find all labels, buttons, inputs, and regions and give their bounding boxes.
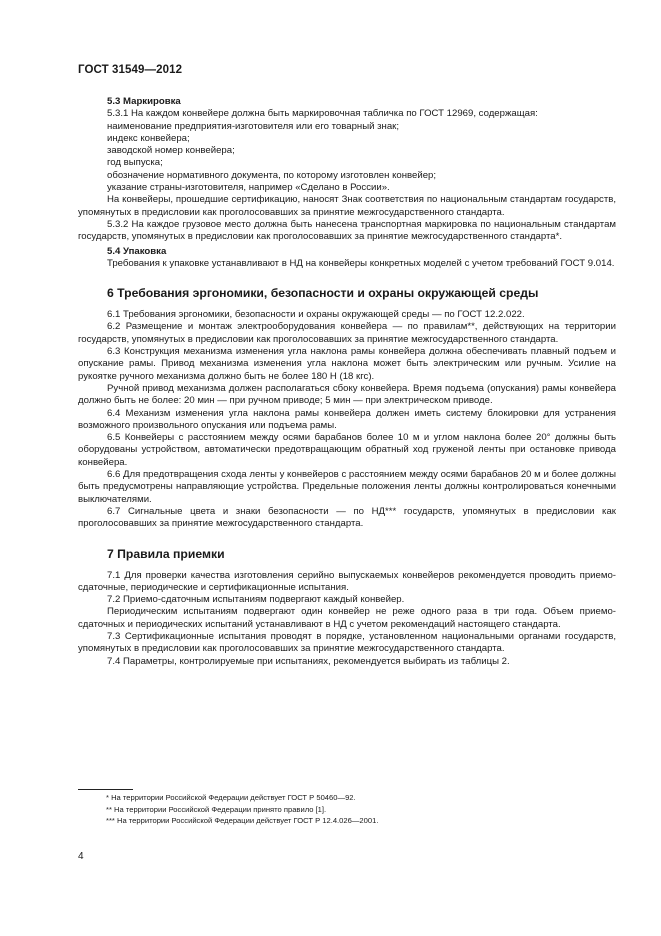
section-6-title: 6 Требования эргономики, безопасности и охраны окружающей среды [107, 286, 539, 301]
para-7-3: 7.3 Сертификационные испытания проводят в порядке, установленном национальными органами государств, упомянутых в предисловии как проголосовавших за принятие межгосударственного стандарта. [78, 630, 616, 655]
para-5-3-1: 5.3.1 На каждом конвейере должна быть маркировочная табличка по ГОСТ 12969, содержащая: [107, 108, 538, 120]
para-6-3: 6.3 Конструкция механизма изменения угла наклона рамы конвейера должна обеспечивать плавный подъем и опускание рамы. Привод механизма изменения угла наклона может быть электрическим или ручным. Усилие на рукоятке ручного механизма должно быть не более 180 Н (18 кгс). [78, 346, 616, 382]
para-6-5: 6.5 Конвейеры с расстоянием между осями барабанов более 10 м и углом наклона более 20° должны быть оборудованы устройством, автоматически предотвращающим обратный ход груженой ленты при остановке привода конвейера. [78, 432, 616, 468]
list-item: указание страны-изготовителя, например «Сделано в России». [107, 182, 390, 194]
page-content [78, 94, 616, 668]
footnote: ** На территории Российской Федерации принято правило [1]. [106, 804, 327, 814]
heading-5-4: 5.4 Упаковка [107, 245, 167, 257]
heading-5-3: 5.3 Маркировка [107, 96, 181, 107]
footnote: *** На территории Российской Федерации действует ГОСТ Р 12.4.026—2001. [106, 816, 379, 826]
para-periodic-tests: Периодическим испытаниям подвергают один конвейер не реже одного раза в три года. Объем приемо-сдаточных и периодических испытаний устанавливают в НД с учетом рекомендаций настоящего стандарта. [78, 606, 616, 630]
list-item: год выпуска; [107, 157, 163, 169]
page-number: 4 [78, 851, 84, 862]
standard-header: ГОСТ 31549—2012 [78, 64, 183, 76]
para-6-2: 6.2 Размещение и монтаж электрооборудования конвейера — по правилам**, действующих на территории государств, упомянутых в предисловии как проголосовавших за принятие межгосударственного стандарта. [78, 321, 616, 345]
footnote: * На территории Российской Федерации действует ГОСТ Р 50460—92. [106, 793, 356, 802]
para-6-7: 6.7 Сигнальные цвета и знаки безопасности — по НД*** государств, упомянутых в предисловии как проголосовавших за принятие межгосударственного стандарта. [78, 505, 616, 530]
footnote-separator [78, 789, 133, 790]
para-6-4: 6.4 Механизм изменения угла наклона рамы конвейера должен иметь систему блокировки для устранения возможного произвольного опускания или подъема рамы. [78, 407, 616, 431]
para-manual-drive: Ручной привод механизма должен располагаться сбоку конвейера. Время подъема (опускания) рамы конвейера должно быть не более: 20 мин — при ручном приводе; 5 мин — при электрическом приводе. [78, 382, 616, 407]
para-6-6: 6.6 Для предотвращения схода ленты у конвейеров с расстоянием между осями барабанов 20 м и более должны быть предусмотрены направляющие устройства. Предельные положения ленты должны контролироваться конечными выключателями. [78, 469, 616, 505]
para-7-1: 7.1 Для проверки качества изготовления серийно выпускаемых конвейеров рекомендуется проводить приемо-сдаточные, периодические и сертификационные испытания. [78, 569, 616, 593]
para-packaging: Требования к упаковке устанавливают в НД на конвейеры конкретных моделей с учетом требований ГОСТ 9.014. [107, 257, 615, 269]
list-item: заводской номер конвейера; [107, 145, 235, 157]
para-7-2: 7.2 Приемо-сдаточным испытаниям подвергают каждый конвейер. [107, 594, 405, 606]
footnotes [78, 789, 616, 827]
para-7-4: 7.4 Параметры, контролируемые при испытаниях, рекомендуется выбирать из таблицы 2. [107, 655, 510, 667]
para-5-3-2: 5.3.2 На каждое грузовое место должна быть нанесена транспортная маркировка по национальным стандартам государств, упомянутых в предисловии как проголосовавших за принятие межгосударственного стандарта*. [78, 218, 616, 243]
section-7-title: 7 Правила приемки [107, 546, 225, 561]
para-certification-mark: На конвейеры, прошедшие сертификацию, наносят Знак соответствия по национальным стандартам государств, упомянутых в предисловии как проголосовавших за принятие межгосударственного стандарта. [78, 194, 616, 218]
list-item: наименование предприятия-изготовителя или его товарный знак; [107, 120, 400, 132]
list-item: индекс конвейера; [107, 132, 190, 144]
para-6-1: 6.1 Требования эргономики, безопасности и охраны окружающей среды — по ГОСТ 12.2.022. [107, 309, 525, 321]
list-item: обозначение нормативного документа, по которому изготовлен конвейер; [107, 169, 437, 181]
